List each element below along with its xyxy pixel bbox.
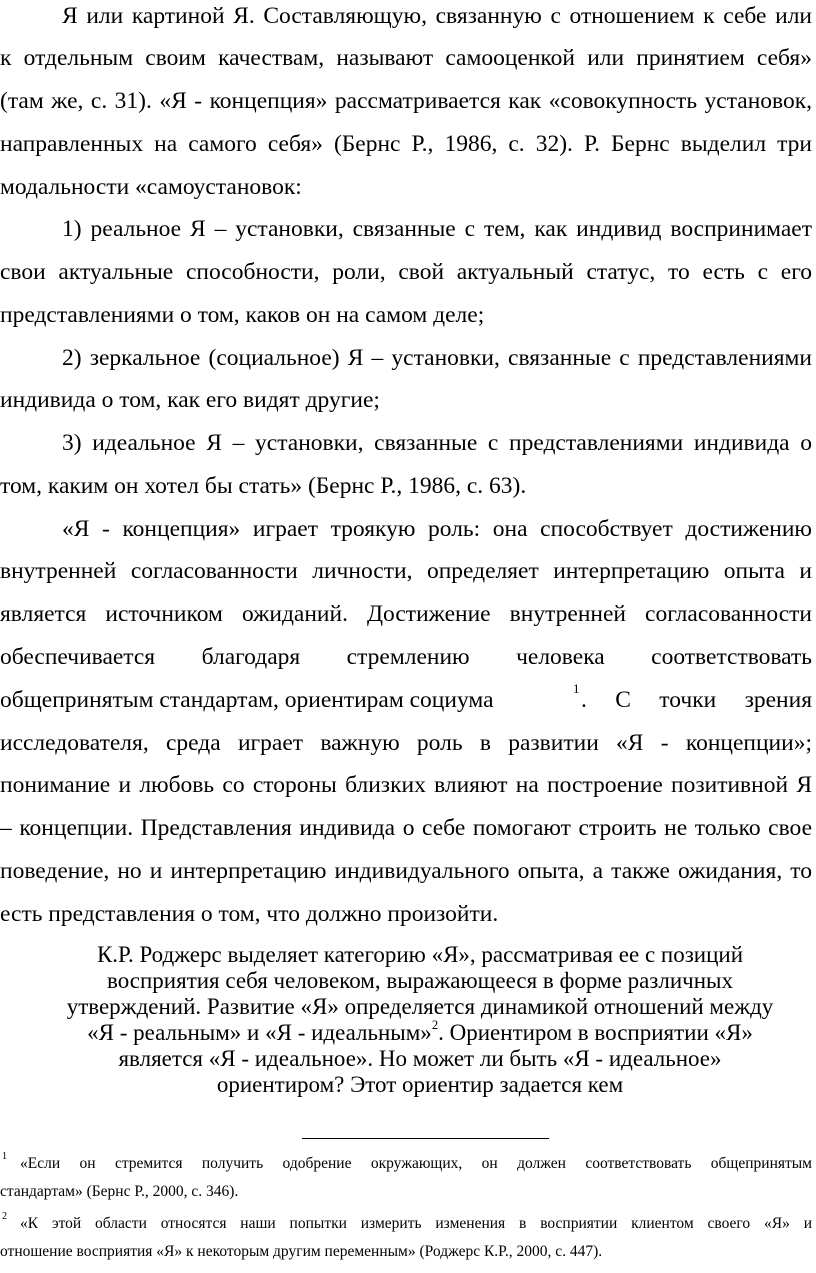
- text-line: модальности «самоустановок:: [0, 174, 302, 200]
- text-line: есть представления о том, что должно произойти.: [0, 901, 499, 927]
- footnote-separator: [302, 1138, 549, 1139]
- centered-line: является «Я - идеальное». Но может ли быть «Я - идеальное»: [118, 1046, 722, 1071]
- footnote-text: отношение восприятия «Я» к некоторым другим переменным» (Роджерс К.Р., 2000, с. 447).: [0, 1243, 603, 1260]
- list-item-3: 3) идеальное Я – установки, связанные с представлениями индивида о: [62, 430, 812, 456]
- text-line: индивида о том, как его видят другие;: [0, 387, 380, 413]
- footnote-mark: 1: [2, 1151, 8, 1162]
- text-line: представлениями о том, каков он на самом деле;: [0, 302, 485, 328]
- text-line: обеспечивается благодаря стремлению человека соответствовать: [0, 644, 812, 670]
- centered-line: утверждений. Развитие «Я» определяется динамикой отношений между: [66, 994, 774, 1019]
- centered-line: К.Р. Роджерс выделяет категорию «Я», рассматривая ее с позиций: [96, 942, 744, 967]
- text-line: понимание и любовь со стороны близких влияют на построение позитивной Я: [0, 772, 812, 798]
- text-line: свои актуальные способности, роли, свой актуальный статус, то есть с его: [0, 259, 812, 285]
- text-line: внутренней согласованности личности, определяет интерпретацию опыта и: [0, 558, 812, 584]
- text-segment: общепринятым стандартам, ориентирам социума: [0, 687, 494, 713]
- text-line: исследователя, среда играет важную роль в развитии «Я - концепции»;: [0, 730, 812, 756]
- footnote-text: стандартам» (Бернс Р., 2000, с. 346).: [0, 1183, 239, 1200]
- text-segment: . Ориентиром в восприятии «Я»: [438, 1020, 753, 1045]
- text-segment: . С точки зрения: [581, 687, 812, 713]
- text-line: к отдельным своим качествам, называют самооценкой или принятием себя»: [0, 45, 812, 71]
- centered-line: [40, 1018, 800, 1045]
- footnote-ref-2: 2: [431, 1018, 439, 1032]
- list-item-2: 2) зеркальное (социальное) Я – установки, связанные с представлениями: [62, 345, 812, 371]
- footnote-ref-1: 1: [573, 681, 580, 696]
- text-line: является источником ожиданий. Достижение внутренней согласованности: [0, 601, 812, 627]
- footnote-mark: 2: [2, 1211, 8, 1222]
- centered-line: ориентиром? Этот ориентир задается кем: [216, 1072, 624, 1097]
- footnote-text: «К этой области относятся наши попытки измерить изменения в восприятии клиентом своего «Я» и: [20, 1215, 812, 1232]
- list-item-1: 1) реальное Я – установки, связанные с тем, как индивид воспринимает: [62, 216, 812, 242]
- text-line: Я или картиной Я. Составляющую, связанную с отношением к себе или: [62, 3, 812, 29]
- footnote-text: «Если он стремится получить одобрение окружающих, он должен соответствовать общепринятым: [20, 1155, 812, 1172]
- text-line: (там же, с. 31). «Я - концепция» рассматривается как «совокупность установок,: [0, 88, 812, 114]
- text-line: направленных на самого себя» (Бернс Р., 1986, с. 32). Р. Бернс выделил три: [0, 131, 812, 157]
- text-line: том, каким он хотел бы стать» (Бернс Р., 1986, с. 63).: [0, 473, 527, 499]
- text-line: «Я - концепция» играет троякую роль: она способствует достижению: [62, 516, 812, 542]
- text-line: поведение, но и интерпретацию индивидуального опыта, а также ожидания, то: [0, 858, 812, 884]
- text-line: – концепции. Представления индивида о себе помогают строить не только свое: [0, 815, 812, 841]
- centered-line: восприятия себя человеком, выражающееся в форме различных: [107, 968, 733, 993]
- text-segment: «Я - реальным» и «Я - идеальным»: [87, 1020, 432, 1045]
